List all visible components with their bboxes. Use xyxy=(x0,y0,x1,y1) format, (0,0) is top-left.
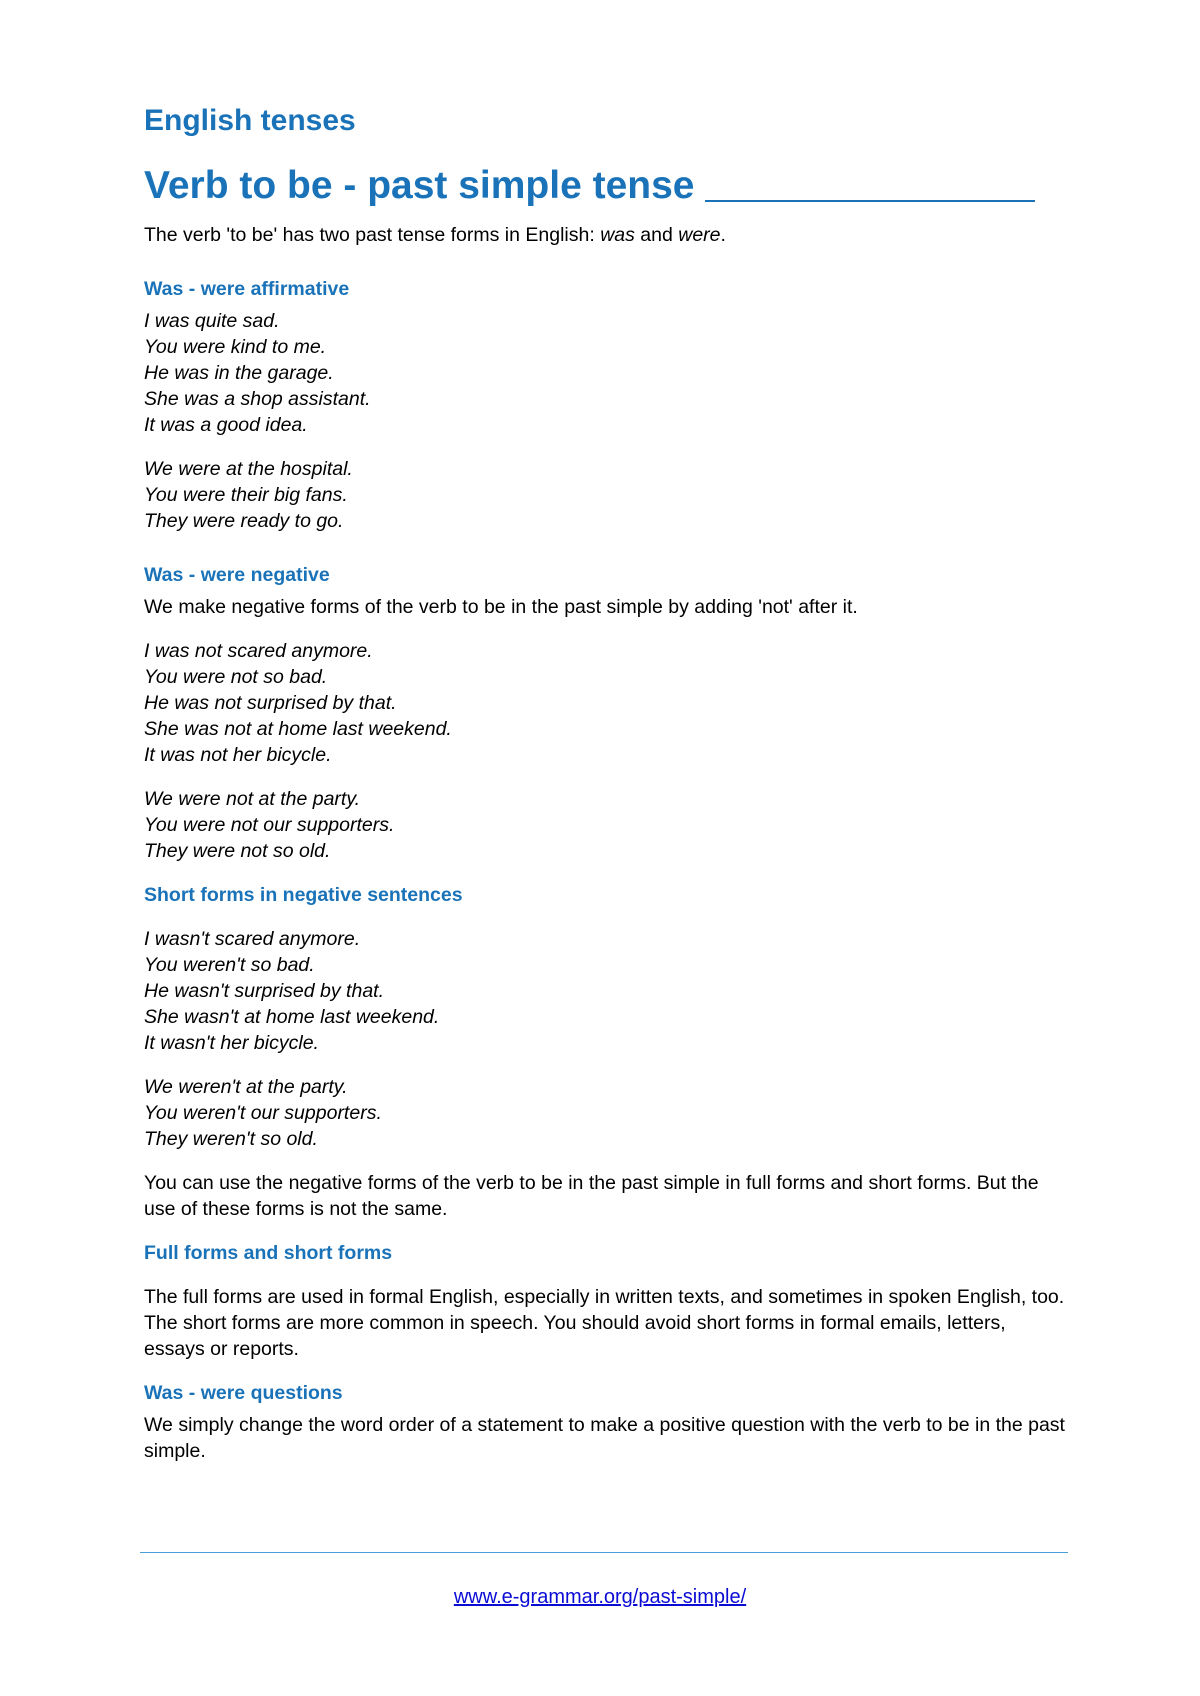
negative-examples-2 xyxy=(144,786,1068,864)
example-sentence: You weren't so bad. xyxy=(144,954,315,976)
intro-paragraph xyxy=(144,222,1068,248)
title-underline xyxy=(705,200,1035,202)
questions-paragraph: We simply change the word order of a statement to make a positive question with the verb to be in the past simple. xyxy=(144,1414,1065,1462)
footer-link[interactable]: www.e-grammar.org/past-simple/ xyxy=(453,1586,747,1608)
kicker-heading: English tenses xyxy=(144,104,356,137)
example-sentence: We were at the hospital. xyxy=(144,458,353,480)
example-sentence: It was not her bicycle. xyxy=(144,744,332,766)
section-heading-negative: Was - were negative xyxy=(144,564,330,586)
example-sentence: They weren't so old. xyxy=(144,1128,318,1150)
example-sentence: He wasn't surprised by that. xyxy=(144,980,384,1002)
title-row xyxy=(144,162,1035,210)
section-heading-full-short: Full forms and short forms xyxy=(144,1242,393,1264)
example-sentence: We were not at the party. xyxy=(144,788,361,810)
intro-and: and xyxy=(634,224,679,246)
intro-text: The verb 'to be' has two past tense forms in English: xyxy=(144,224,601,246)
example-sentence: You were kind to me. xyxy=(144,336,327,358)
affirmative-examples-2 xyxy=(144,456,1068,534)
intro-was: was xyxy=(600,224,635,246)
example-sentence: They were not so old. xyxy=(144,840,331,862)
example-sentence: She was not at home last weekend. xyxy=(144,718,452,740)
affirmative-examples-1 xyxy=(144,308,1068,438)
footer-divider xyxy=(140,1552,1068,1553)
intro-were: were xyxy=(678,224,721,246)
example-sentence: He was not surprised by that. xyxy=(144,692,397,714)
example-sentence: It was a good idea. xyxy=(144,414,308,436)
example-sentence: She wasn't at home last weekend. xyxy=(144,1006,440,1028)
example-sentence: You were not so bad. xyxy=(144,666,328,688)
section-heading-questions: Was - were questions xyxy=(144,1382,343,1404)
section-heading-affirmative: Was - were affirmative xyxy=(144,278,350,300)
example-sentence: I wasn't scared anymore. xyxy=(144,928,361,950)
document-body xyxy=(144,222,1068,1482)
intro-end: . xyxy=(720,224,726,246)
example-sentence: We weren't at the party. xyxy=(144,1076,348,1098)
example-sentence: You were not our supporters. xyxy=(144,814,395,836)
example-sentence: I was not scared anymore. xyxy=(144,640,373,662)
full-short-paragraph: The full forms are used in formal English, especially in written texts, and sometimes in spoken English, too. The short forms are more common in speech. You should avoid short forms in formal emails, letters, essays or reports. xyxy=(144,1286,1065,1360)
example-sentence: It wasn't her bicycle. xyxy=(144,1032,319,1054)
example-sentence: She was a shop assistant. xyxy=(144,388,371,410)
example-sentence: He was in the garage. xyxy=(144,362,334,384)
example-sentence: You were their big fans. xyxy=(144,484,348,506)
short-forms-paragraph: You can use the negative forms of the verb to be in the past simple in full forms and short forms. But the use of these forms is not the same. xyxy=(144,1172,1039,1220)
example-sentence: You weren't our supporters. xyxy=(144,1102,382,1124)
example-sentence: I was quite sad. xyxy=(144,310,280,332)
example-sentence: They were ready to go. xyxy=(144,510,344,532)
page-title: Verb to be - past simple tense xyxy=(144,164,695,207)
short-forms-examples-1 xyxy=(144,926,1068,1056)
negative-paragraph: We make negative forms of the verb to be in the past simple by adding 'not' after it. xyxy=(144,596,858,618)
short-forms-examples-2 xyxy=(144,1074,1068,1152)
negative-examples-1 xyxy=(144,638,1068,768)
section-heading-short-forms: Short forms in negative sentences xyxy=(144,884,463,906)
